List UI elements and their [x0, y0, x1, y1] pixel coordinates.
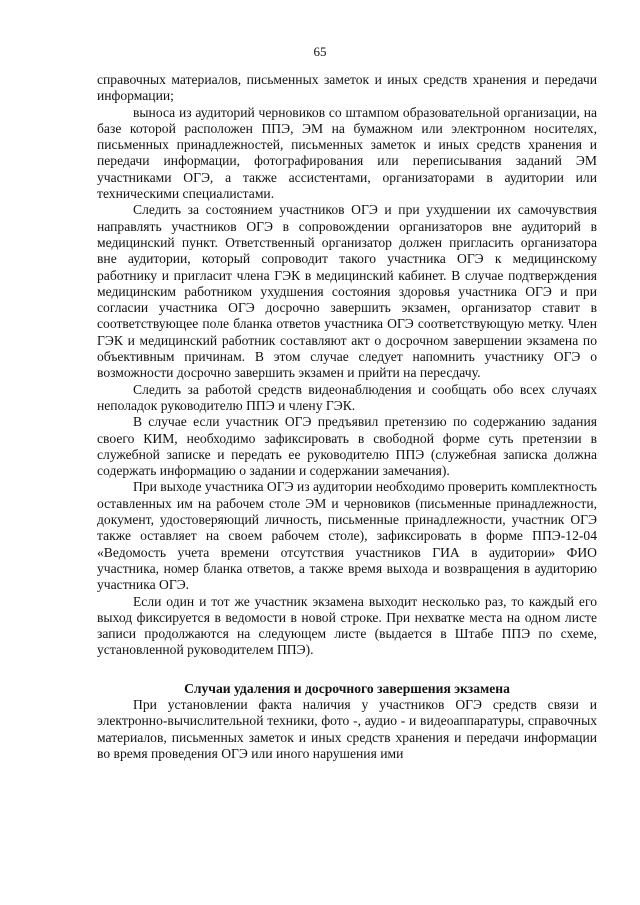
paragraph-health-monitoring: Следить за состоянием участников ОГЭ и при ухудшении их самочувствия направлять участников ОГЭ в сопровождении организаторов вне аудиторий в медицинский пункт. Ответственный организатор должен пригласить организатора вне аудитории, который сопроводит такого участника ОГЭ к медицинскому работнику и пригласит члена ГЭК в медицинский кабинет. В случае подтверждения медицинским работником ухудшения состояния здоровья участника ОГЭ и при согласии участника ОГЭ досрочно завершить экзамен, организатор ставит в соответствующее поле бланка ответов участника ОГЭ соответствующую метку. Член ГЭК и медицинский работник составляют акт о досрочном завершении экзамена по объективным причинам. В этом случае следует напомнить участнику ОГЭ о возможности досрочно завершить экзамен и прийти на пересдачу. [97, 202, 597, 381]
page-number: 65 [313, 44, 327, 59]
paragraph-continuation: справочных материалов, письменных заметок и иных средств хранения и передачи информации; [97, 72, 597, 104]
section-heading: Случаи удаления и досрочного завершения экзамена [184, 680, 510, 696]
paragraph-removal-of-materials: выноса из аудиторий черновиков со штампом образовательной организации, на базе которой расположен ППЭ, ЭМ на бумажном или электронном носителях, письменных принадлежностей, письменных заметок и иных средств хранения и передачи информации, фотографирования или переписывания заданий ЭМ участниками ОГЭ, а также ассистентами, организаторами в аудитории или техническими специалистами. [97, 104, 597, 202]
paragraph-violations: При установлении факта наличия у участников ОГЭ средств связи и электронно-вычислительной техники, фото -, аудио - и видеоаппаратуры, справочных материалов, письменных заметок и иных средств хранения и передачи информации во время проведения ОГЭ или иного нарушения ими [97, 696, 597, 761]
paragraph-leaving-auditorium: При выходе участника ОГЭ из аудитории необходимо проверить комплектность оставленных им на рабочем столе ЭМ и черновиков (письменные принадлежности, документ, удостоверяющий личность, письменные принадлежности, участник ОГЭ также оставляет на своем рабочем столе), зафиксировать в форме ППЭ-12-04 «Ведомость учета времени отсутствия участников ГИА в аудитории» ФИО участника, номер бланка ответов, а также время выхода и возвращения в аудиторию участника ОГЭ. [97, 479, 597, 593]
paragraph-video-surveillance: Следить за работой средств видеонаблюдения и сообщать обо всех случаях неполадок руководителю ППЭ и члену ГЭК. [97, 381, 597, 413]
paragraph-kim-claims: В случае если участник ОГЭ предъявил претензию по содержанию задания своего КИМ, необходимо зафиксировать в свободной форме суть претензии в служебной записке и передать ее руководителю ППЭ (служебная записка должна содержать информацию о задании и содержании замечания). [97, 414, 597, 479]
paragraph-multiple-exits: Если один и тот же участник экзамена выходит несколько раз, то каждый его выход фиксируется в ведомости в новой строке. При нехватке места на одном листе записи продолжаются на следующем листе (выдается в Штабе ППЭ по схеме, установленной руководителем ППЭ). [97, 593, 597, 658]
body-text [97, 72, 597, 762]
